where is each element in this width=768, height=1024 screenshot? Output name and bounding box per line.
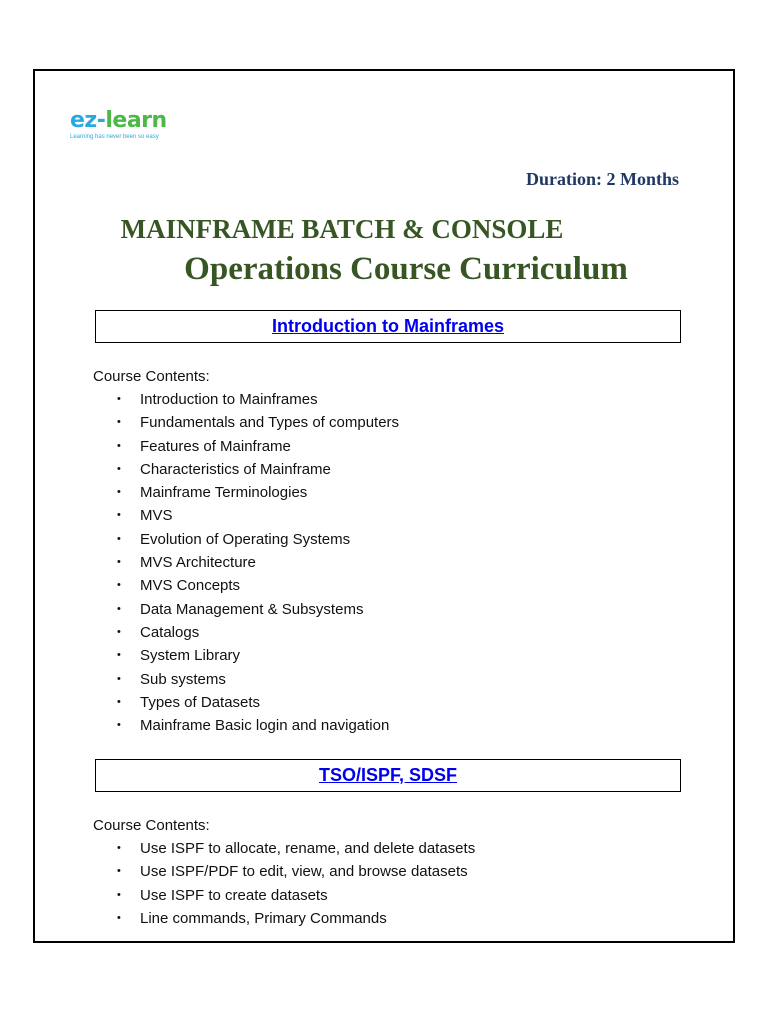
list-item (93, 551, 399, 574)
list-item (93, 884, 475, 907)
bullet-icon: • (117, 719, 121, 732)
list-item-text: Catalogs (140, 623, 200, 641)
bullet-icon: • (117, 911, 121, 924)
list-item-text: Use ISPF to create datasets (140, 886, 328, 904)
list-item (93, 907, 475, 930)
bullet-icon: • (117, 602, 121, 615)
list-item (93, 458, 399, 481)
bullet-icon: • (117, 439, 121, 452)
list-item (93, 598, 399, 621)
bullet-icon: • (117, 695, 121, 708)
section-header-tso-ispf (95, 759, 681, 792)
document-page (33, 69, 735, 943)
logo-text-ez: ez- (70, 108, 106, 133)
bullet-icon: • (117, 865, 121, 878)
list-item-text: Mainframe Terminologies (140, 484, 308, 502)
bullet-icon: • (117, 672, 121, 685)
section-title-link[interactable]: Introduction to Mainframes (271, 316, 504, 336)
bullet-icon: • (117, 462, 121, 475)
list-item-text: MVS (140, 507, 173, 525)
list-item (93, 668, 399, 691)
list-item (93, 644, 399, 667)
list-item (93, 435, 399, 458)
list-item-text: Sub systems (140, 670, 226, 688)
intro-topic-list (93, 388, 399, 737)
logo-wordmark (70, 109, 167, 133)
page-title-line1: MAINFRAME BATCH & CONSOLE (120, 214, 564, 244)
list-item (93, 574, 399, 597)
bullet-icon: • (117, 532, 121, 545)
list-item-text: Use ISPF to allocate, rename, and delete datasets (140, 840, 476, 857)
list-item-text: Features of Mainframe (140, 437, 291, 455)
list-item-text: System Library (140, 647, 241, 665)
list-item (93, 528, 399, 551)
list-item-text: Data Management & Subsystems (140, 600, 364, 618)
course-contents-label: Course Contents: (93, 817, 210, 834)
list-item (93, 388, 399, 411)
list-item-text: Introduction to Mainframes (140, 391, 318, 408)
course-duration: Duration: 2 Months (525, 169, 679, 189)
bullet-icon: • (117, 888, 121, 901)
page-title-line2: Operations Course Curriculum (184, 251, 628, 287)
list-item-text: Line commands, Primary Commands (140, 909, 387, 927)
logo-tagline: Learning has never been so easy (70, 134, 159, 140)
logo-text-learn: learn (105, 108, 167, 133)
list-item (93, 860, 475, 883)
list-item-text: Evolution of Operating Systems (140, 530, 351, 548)
bullet-icon: • (117, 509, 121, 522)
list-item-text: MVS Architecture (140, 554, 256, 572)
list-item-text: MVS Concepts (140, 577, 241, 595)
bullet-icon: • (117, 625, 121, 638)
bullet-icon: • (117, 649, 121, 662)
list-item-text: Characteristics of Mainframe (140, 460, 331, 478)
section-header-intro (95, 310, 681, 343)
list-item-text: Types of Datasets (140, 693, 261, 711)
bullet-icon: • (117, 579, 121, 592)
tso-topic-list (93, 837, 475, 930)
list-item-text: Fundamentals and Types of computers (140, 414, 400, 432)
bullet-icon: • (117, 416, 121, 429)
list-item (93, 504, 399, 527)
list-item (93, 621, 399, 644)
bullet-icon: • (117, 393, 121, 405)
list-item-text: Use ISPF/PDF to edit, view, and browse datasets (140, 863, 468, 881)
bullet-icon: • (117, 486, 121, 499)
section-title-link[interactable]: TSO/ISPF, SDSF (318, 765, 458, 785)
list-item (93, 837, 475, 860)
bullet-icon: • (117, 556, 121, 569)
list-item (93, 481, 399, 504)
list-item (93, 691, 399, 714)
list-item-text: Mainframe Basic login and navigation (140, 717, 390, 735)
bullet-icon: • (117, 842, 121, 854)
list-item (93, 411, 399, 434)
course-contents-label: Course Contents: (93, 368, 210, 385)
ez-learn-logo (70, 109, 167, 140)
list-item (93, 714, 399, 737)
